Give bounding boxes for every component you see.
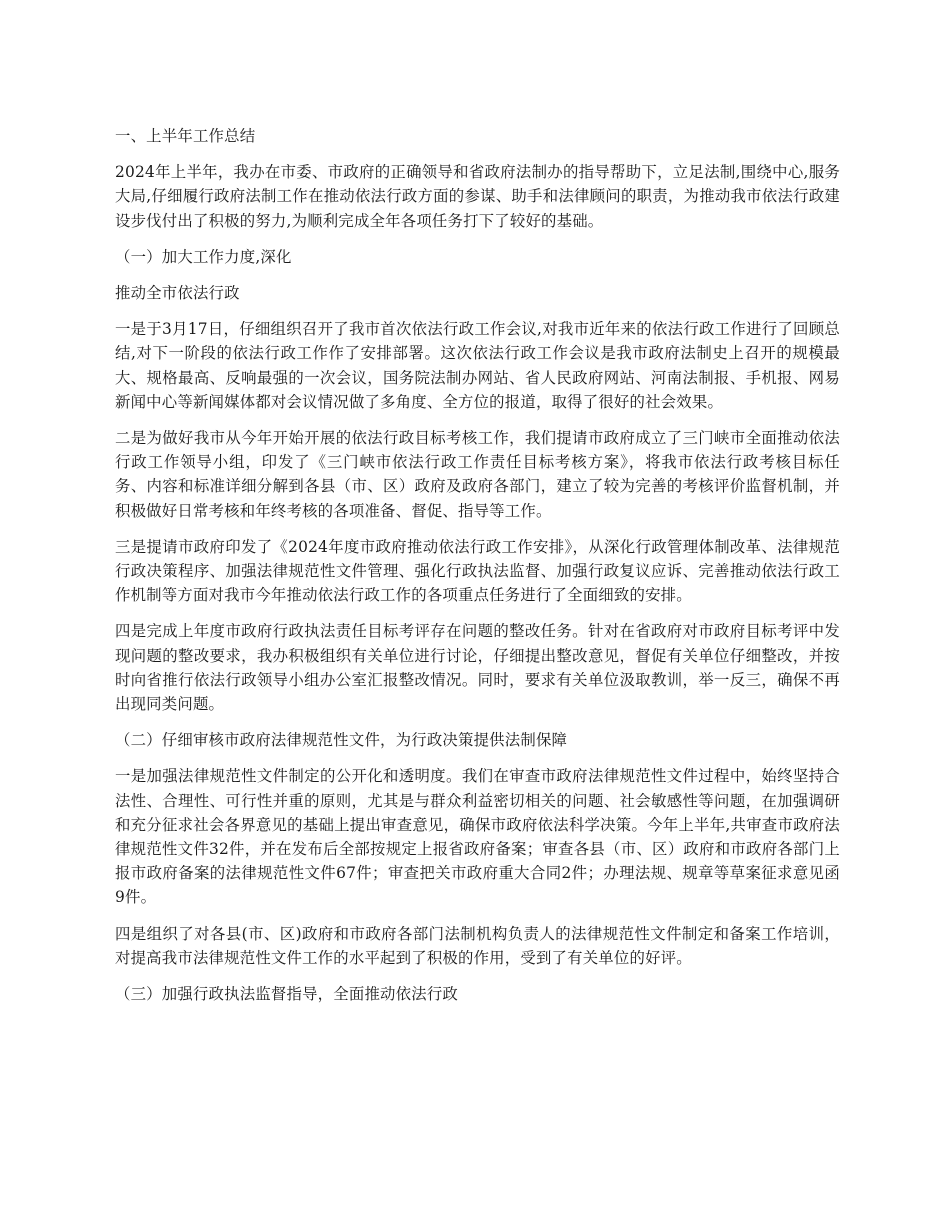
paragraph: 四是组织了对各县(市、区)政府和市政府各部门法制机构负责人的法律规范性文件制定和备案工作培训，对提高我市法律规范性文件工作的水平起到了积极的作用，受到了有关单位的好评。	[115, 924, 840, 967]
paragraph: 二是为做好我市从今年开始开展的依法行政目标考核工作，我们提请市政府成立了三门峡市全面推动依法行政工作领导小组，印发了《三门峡市依法行政工作责任目标考核方案》，将我市依法行政考核目标任务、内容和标准详细分解到各县（市、区）政府及政府各部门，建立了较为完善的考核评价监督机制，并积极做好日常考核和年终考核的各项准备、督促、指导等工作。	[115, 429, 840, 520]
subsection-heading: （一）加大工作力度,深化	[115, 247, 292, 266]
paragraph: 2024年上半年，我办在市委、市政府的正确领导和省政府法制办的指导帮助下，立足法制,围绕中心,服务大局,仔细履行政府法制工作在推动依法行政方面的参谋、助手和法律顾问的职责，为推动我市依法行政建设步伐付出了积极的努力,为顺利完成全年各项任务打下了较好的基础。	[115, 163, 840, 230]
subsection-heading: （二）仔细审核市政府法律规范性文件，为行政决策提供法制保障	[115, 731, 568, 750]
paragraph: 四是完成上年度市政府行政执法责任目标考评存在问题的整改任务。针对在省政府对市政府目标考评中发现问题的整改要求，我办积极组织有关单位进行讨论，仔细提出整改意见，督促有关单位仔细整改，并按时向省推行依法行政领导小组办公室汇报整改情况。同时，要求有关单位汲取教训，举一反三，确保不再出现同类问题。	[115, 622, 840, 714]
paragraph: 一是于3月17日，仔细组织召开了我市首次依法行政工作会议,对我市近年来的依法行政工作进行了回顾总结,对下一阶段的依法行政工作作了安排部署。这次依法行政工作会议是我市政府法制史上召开的规模最大、规格最高、反响最强的一次会议，国务院法制办网站、省人民政府网站、河南法制报、手机报、网易新闻中心等新闻媒体都对会议情况做了多角度、全方位的报道，取得了很好的社会效果。	[115, 320, 840, 411]
document-page	[115, 124, 840, 1018]
paragraph: 三是提请市政府印发了《2024年度市政府推动依法行政工作安排》，从深化行政管理体制改革、法律规范行政决策程序、加强法律规范性文件管理、强化行政执法监督、加强行政复议应诉、完善推动依法行政工作机制等方面对我市今年推动依法行政工作的各项重点任务进行了全面细致的安排。	[115, 537, 840, 605]
subsection-heading-continued: 推动全市依法行政	[115, 284, 240, 303]
section-heading: 一、上半年工作总结	[115, 127, 256, 145]
subsection-heading: （三）加强行政执法监督指导，全面推动依法行政	[115, 985, 458, 1004]
paragraph: 一是加强法律规范性文件制定的公开化和透明度。我们在审查市政府法律规范性文件过程中，始终坚持合法性、合理性、可行性并重的原则，尤其是与群众利益密切相关的问题、社会敏感性等问题，在加强调研和充分征求社会各界意见的基础上提出审查意见，确保市政府依法科学决策。今年上半年,共审查市政府法律规范性文件32件，并在发布后全部按规定上报省政府备案；审查各县（市、区）政府和市政府各部门上报市政府备案的法律规范性文件67件；审查把关市政府重大合同2件；办理法规、规章等草案征求意见函9件。	[115, 767, 840, 907]
